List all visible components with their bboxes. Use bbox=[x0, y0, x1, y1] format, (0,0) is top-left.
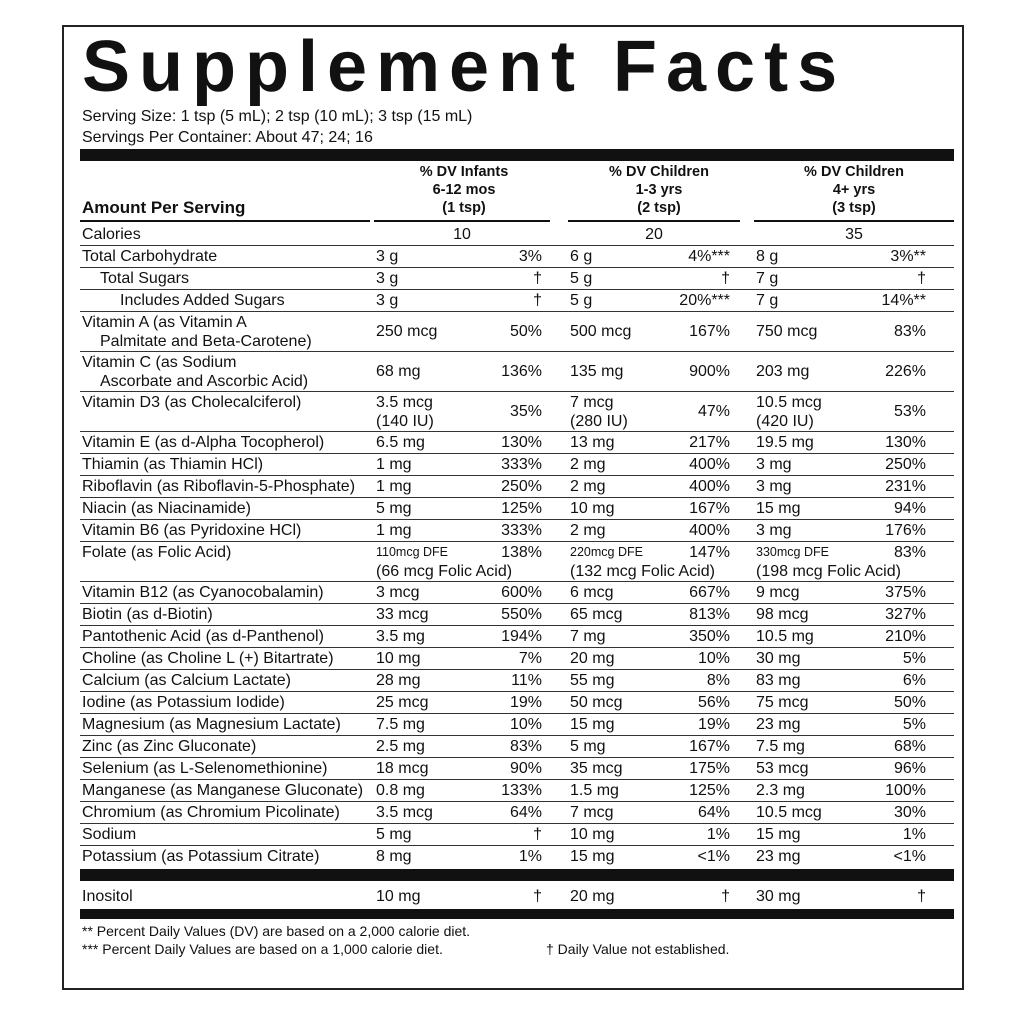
row-label: Total Sugars bbox=[100, 270, 189, 287]
amount-value: 6 mcg bbox=[570, 584, 614, 601]
row-label: Palmitate and Beta-Carotene) bbox=[100, 333, 312, 350]
row-divider bbox=[80, 475, 954, 476]
row-label: Biotin (as d-Biotin) bbox=[82, 606, 213, 623]
amount-value: 53 mcg bbox=[756, 760, 809, 777]
percent-dv: <1% bbox=[697, 848, 730, 865]
row-divider bbox=[80, 391, 954, 392]
row-divider bbox=[80, 801, 954, 802]
amount-value: 68 mg bbox=[376, 363, 421, 380]
row-divider bbox=[80, 669, 954, 670]
percent-dv: 375% bbox=[885, 584, 926, 601]
amount-value: 2 mg bbox=[570, 456, 606, 473]
row-label: Magnesium (as Magnesium Lactate) bbox=[82, 716, 341, 733]
thick-divider-top bbox=[80, 149, 954, 161]
amount-value: 1.5 mg bbox=[570, 782, 619, 799]
percent-dv: 226% bbox=[885, 363, 926, 380]
row-divider bbox=[80, 691, 954, 692]
row-label: Includes Added Sugars bbox=[120, 292, 285, 309]
row-divider bbox=[80, 713, 954, 714]
amount-value: 7.5 mg bbox=[376, 716, 425, 733]
percent-dv: 250% bbox=[501, 478, 542, 495]
amount-value: 2 mg bbox=[570, 478, 606, 495]
amount-value: (140 IU) bbox=[376, 413, 434, 430]
row-label: Choline (as Choline L (+) Bitartrate) bbox=[82, 650, 334, 667]
percent-dv: 64% bbox=[509, 804, 542, 821]
calories-value: 20 bbox=[645, 226, 663, 243]
percent-dv: 550% bbox=[501, 606, 542, 623]
footnote: † Daily Value not established. bbox=[546, 941, 730, 957]
footnote: ** Percent Daily Values (DV) are based on a 2,000 calorie diet. bbox=[82, 923, 471, 939]
percent-dv: 10% bbox=[697, 650, 730, 667]
percent-dv: † bbox=[533, 292, 542, 309]
row-label: Potassium (as Potassium Citrate) bbox=[82, 848, 320, 865]
amount-value: 98 mcg bbox=[756, 606, 809, 623]
percent-dv: 56% bbox=[697, 694, 730, 711]
row-divider bbox=[80, 779, 954, 780]
row-divider bbox=[80, 519, 954, 520]
column-header-children-4plus: % DV Children 4+ yrs (3 tsp) bbox=[804, 164, 904, 216]
row-divider bbox=[80, 311, 954, 312]
percent-dv: 100% bbox=[885, 782, 926, 799]
column-header-rule bbox=[80, 220, 370, 222]
amount-value: (66 mcg Folic Acid) bbox=[376, 563, 513, 580]
amount-value: 50 mcg bbox=[570, 694, 623, 711]
percent-dv: 400% bbox=[689, 522, 730, 539]
row-divider bbox=[80, 245, 954, 246]
row-label: Calories bbox=[82, 226, 141, 243]
serving-size: Serving Size: 1 tsp (5 mL); 2 tsp (10 mL); 3 tsp (15 mL) bbox=[82, 108, 473, 125]
percent-dv: 3% bbox=[518, 248, 542, 265]
amount-value: 5 mg bbox=[376, 826, 412, 843]
amount-value: 3.5 mg bbox=[376, 628, 425, 645]
amount-value: 203 mg bbox=[756, 363, 810, 380]
amount-value: 23 mg bbox=[756, 716, 801, 733]
percent-dv: 130% bbox=[501, 434, 542, 451]
row-label: Zinc (as Zinc Gluconate) bbox=[82, 738, 257, 755]
percent-dv: 333% bbox=[501, 456, 542, 473]
amount-value: 7 mcg bbox=[570, 394, 614, 411]
row-divider bbox=[80, 603, 954, 604]
amount-value: 1 mg bbox=[376, 522, 412, 539]
amount-value: 500 mcg bbox=[570, 323, 632, 340]
percent-dv: 5% bbox=[902, 650, 926, 667]
percent-dv: 83% bbox=[893, 323, 926, 340]
amount-value: 20 mg bbox=[570, 888, 615, 905]
amount-value: 20 mg bbox=[570, 650, 615, 667]
row-label: Sodium bbox=[82, 826, 137, 843]
row-divider bbox=[80, 453, 954, 454]
amount-value: 10.5 mcg bbox=[756, 394, 822, 411]
supplement-facts-panel bbox=[62, 25, 964, 990]
amount-value: 750 mcg bbox=[756, 323, 818, 340]
amount-value: 8 g bbox=[756, 248, 779, 265]
percent-dv: 900% bbox=[689, 363, 730, 380]
percent-dv: 250% bbox=[885, 456, 926, 473]
percent-dv: 19% bbox=[509, 694, 542, 711]
percent-dv: 1% bbox=[706, 826, 730, 843]
thick-divider-middle bbox=[80, 869, 954, 881]
row-label: Vitamin E (as d-Alpha Tocopherol) bbox=[82, 434, 325, 451]
percent-dv: 7% bbox=[518, 650, 542, 667]
percent-dv: 47% bbox=[697, 403, 730, 420]
amount-value: 7 mcg bbox=[570, 804, 614, 821]
percent-dv: † bbox=[917, 888, 926, 905]
percent-dv: 600% bbox=[501, 584, 542, 601]
percent-dv: <1% bbox=[893, 848, 926, 865]
row-label: Niacin (as Niacinamide) bbox=[82, 500, 251, 517]
row-divider bbox=[80, 267, 954, 268]
amount-value: 10 mg bbox=[570, 826, 615, 843]
row-label: Vitamin A (as Vitamin A bbox=[82, 314, 247, 331]
amount-value: 3.5 mcg bbox=[376, 804, 433, 821]
amount-value: 10 mg bbox=[570, 500, 615, 517]
amount-value: 28 mg bbox=[376, 672, 421, 689]
percent-dv: † bbox=[721, 888, 730, 905]
row-label: Inositol bbox=[82, 888, 133, 905]
amount-value: 15 mg bbox=[756, 826, 801, 843]
amount-value: (198 mcg Folic Acid) bbox=[756, 563, 901, 580]
percent-dv: 5% bbox=[902, 716, 926, 733]
row-divider bbox=[80, 735, 954, 736]
percent-dv: 333% bbox=[501, 522, 542, 539]
percent-dv: 30% bbox=[893, 804, 926, 821]
percent-dv: 130% bbox=[885, 434, 926, 451]
row-label: Ascorbate and Ascorbic Acid) bbox=[100, 373, 309, 390]
row-divider bbox=[80, 845, 954, 846]
percent-dv: 11% bbox=[511, 672, 542, 689]
row-label: Folate (as Folic Acid) bbox=[82, 544, 232, 561]
amount-value: 3 mg bbox=[756, 478, 792, 495]
percent-dv: 400% bbox=[689, 456, 730, 473]
thick-divider-bottom bbox=[80, 909, 954, 919]
amount-value: 3 mcg bbox=[376, 584, 420, 601]
percent-dv: 96% bbox=[893, 760, 926, 777]
row-label: Chromium (as Chromium Picolinate) bbox=[82, 804, 340, 821]
percent-dv: † bbox=[533, 270, 542, 287]
percent-dv: † bbox=[721, 270, 730, 287]
row-divider bbox=[80, 431, 954, 432]
row-divider bbox=[80, 541, 954, 542]
row-divider bbox=[80, 289, 954, 290]
percent-dv: † bbox=[533, 888, 542, 905]
amount-value: 2.3 mg bbox=[756, 782, 805, 799]
percent-dv: 176% bbox=[885, 522, 926, 539]
amount-value: 15 mg bbox=[570, 716, 615, 733]
row-divider bbox=[80, 581, 954, 582]
amount-value: 3 g bbox=[376, 270, 399, 287]
amount-value: 2 mg bbox=[570, 522, 606, 539]
percent-dv: 90% bbox=[509, 760, 542, 777]
amount-value: 7 mg bbox=[570, 628, 606, 645]
amount-value: 55 mg bbox=[570, 672, 615, 689]
percent-dv: 138% bbox=[501, 544, 542, 561]
amount-value: (132 mcg Folic Acid) bbox=[570, 563, 715, 580]
amount-value: 7 g bbox=[756, 292, 779, 309]
percent-dv: 217% bbox=[689, 434, 730, 451]
row-label: Manganese (as Manganese Gluconate) bbox=[82, 782, 364, 799]
percent-dv: 133% bbox=[501, 782, 542, 799]
row-divider bbox=[80, 823, 954, 824]
amount-value: 3 g bbox=[376, 248, 399, 265]
percent-dv: 6% bbox=[902, 672, 926, 689]
servings-per-container: Servings Per Container: About 47; 24; 16 bbox=[82, 129, 373, 146]
amount-value: 23 mg bbox=[756, 848, 801, 865]
percent-dv: 194% bbox=[501, 628, 542, 645]
row-label: Vitamin C (as Sodium bbox=[82, 354, 237, 371]
amount-value: 10.5 mg bbox=[756, 628, 814, 645]
amount-value: 7.5 mg bbox=[756, 738, 805, 755]
percent-dv: 20%*** bbox=[679, 292, 730, 309]
amount-value: 33 mcg bbox=[376, 606, 429, 623]
amount-value: 220mcg DFE bbox=[570, 545, 643, 559]
percent-dv: † bbox=[533, 826, 542, 843]
column-header-rule bbox=[754, 220, 954, 222]
percent-dv: 83% bbox=[893, 544, 926, 561]
percent-dv: 210% bbox=[885, 628, 926, 645]
percent-dv: 147% bbox=[689, 544, 730, 561]
percent-dv: 50% bbox=[509, 323, 542, 340]
amount-value: 10 mg bbox=[376, 888, 421, 905]
amount-value: 15 mg bbox=[756, 500, 801, 517]
amount-value: 35 mcg bbox=[570, 760, 623, 777]
row-label: Selenium (as L-Selenomethionine) bbox=[82, 760, 328, 777]
percent-dv: 83% bbox=[509, 738, 542, 755]
percent-dv: 327% bbox=[885, 606, 926, 623]
panel-title: Supplement Facts bbox=[82, 27, 847, 107]
row-label: Pantothenic Acid (as d-Panthenol) bbox=[82, 628, 324, 645]
percent-dv: 1% bbox=[518, 848, 542, 865]
column-header-rule bbox=[568, 220, 740, 222]
percent-dv: 10% bbox=[509, 716, 542, 733]
percent-dv: 175% bbox=[689, 760, 730, 777]
row-label: Riboflavin (as Riboflavin-5-Phosphate) bbox=[82, 478, 356, 495]
amount-value: 2.5 mg bbox=[376, 738, 425, 755]
column-header-rule bbox=[374, 220, 550, 222]
amount-value: 65 mcg bbox=[570, 606, 623, 623]
percent-dv: 136% bbox=[501, 363, 542, 380]
column-header-children-1-3: % DV Children 1-3 yrs (2 tsp) bbox=[609, 164, 709, 216]
row-label: Thiamin (as Thiamin HCl) bbox=[82, 456, 264, 473]
amount-value: 330mcg DFE bbox=[756, 545, 829, 559]
amount-value: 30 mg bbox=[756, 888, 801, 905]
amount-value: 83 mg bbox=[756, 672, 801, 689]
amount-value: 18 mcg bbox=[376, 760, 429, 777]
percent-dv: 667% bbox=[689, 584, 730, 601]
amount-value: 3 g bbox=[376, 292, 399, 309]
row-label: Vitamin B6 (as Pyridoxine HCl) bbox=[82, 522, 302, 539]
amount-value: 5 g bbox=[570, 292, 593, 309]
amount-value: 3.5 mcg bbox=[376, 394, 433, 411]
amount-value: 8 mg bbox=[376, 848, 412, 865]
amount-value: 9 mcg bbox=[756, 584, 800, 601]
percent-dv: 1% bbox=[902, 826, 926, 843]
column-header-infants: % DV Infants 6-12 mos (1 tsp) bbox=[419, 164, 509, 216]
calories-value: 35 bbox=[845, 226, 863, 243]
percent-dv: 231% bbox=[885, 478, 926, 495]
row-label: Total Carbohydrate bbox=[82, 248, 218, 265]
percent-dv: 64% bbox=[697, 804, 730, 821]
amount-value: 110mcg DFE bbox=[376, 545, 449, 559]
amount-value: 15 mg bbox=[570, 848, 615, 865]
amount-value: 0.8 mg bbox=[376, 782, 425, 799]
amount-value: 5 g bbox=[570, 270, 593, 287]
percent-dv: 167% bbox=[689, 738, 730, 755]
amount-value: 6 g bbox=[570, 248, 593, 265]
percent-dv: 167% bbox=[689, 500, 730, 517]
percent-dv: 35% bbox=[509, 403, 542, 420]
percent-dv: † bbox=[917, 270, 926, 287]
percent-dv: 53% bbox=[893, 403, 926, 420]
amount-value: (280 IU) bbox=[570, 413, 628, 430]
amount-value: 30 mg bbox=[756, 650, 801, 667]
amount-value: 1 mg bbox=[376, 456, 412, 473]
amount-value: 3 mg bbox=[756, 522, 792, 539]
amount-value: 3 mg bbox=[756, 456, 792, 473]
percent-dv: 68% bbox=[893, 738, 926, 755]
percent-dv: 19% bbox=[697, 716, 730, 733]
percent-dv: 4%*** bbox=[688, 248, 730, 265]
amount-value: 5 mg bbox=[570, 738, 606, 755]
amount-value: 5 mg bbox=[376, 500, 412, 517]
percent-dv: 3%** bbox=[890, 248, 926, 265]
amount-value: 250 mcg bbox=[376, 323, 438, 340]
row-divider bbox=[80, 351, 954, 352]
amount-value: 1 mg bbox=[376, 478, 412, 495]
amount-value: 135 mg bbox=[570, 363, 624, 380]
row-label: Iodine (as Potassium Iodide) bbox=[82, 694, 285, 711]
row-label: Vitamin B12 (as Cyanocobalamin) bbox=[82, 584, 324, 601]
row-label: Vitamin D3 (as Cholecalciferol) bbox=[82, 394, 302, 411]
amount-value: 25 mcg bbox=[376, 694, 429, 711]
amount-value: 75 mcg bbox=[756, 694, 809, 711]
percent-dv: 350% bbox=[689, 628, 730, 645]
amount-per-serving-header: Amount Per Serving bbox=[82, 198, 246, 217]
percent-dv: 14%** bbox=[881, 292, 926, 309]
row-label: Calcium (as Calcium Lactate) bbox=[82, 672, 291, 689]
amount-value: 10 mg bbox=[376, 650, 421, 667]
percent-dv: 813% bbox=[689, 606, 730, 623]
row-divider bbox=[80, 625, 954, 626]
row-divider bbox=[80, 757, 954, 758]
row-divider bbox=[80, 647, 954, 648]
percent-dv: 125% bbox=[501, 500, 542, 517]
amount-value: 13 mg bbox=[570, 434, 615, 451]
percent-dv: 125% bbox=[689, 782, 730, 799]
percent-dv: 50% bbox=[893, 694, 926, 711]
percent-dv: 400% bbox=[689, 478, 730, 495]
percent-dv: 94% bbox=[893, 500, 926, 517]
amount-value: 19.5 mg bbox=[756, 434, 814, 451]
percent-dv: 167% bbox=[689, 323, 730, 340]
footnote: *** Percent Daily Values are based on a 1,000 calorie diet. bbox=[82, 941, 443, 957]
row-divider bbox=[80, 497, 954, 498]
calories-value: 10 bbox=[453, 226, 471, 243]
amount-value: (420 IU) bbox=[756, 413, 814, 430]
amount-value: 6.5 mg bbox=[376, 434, 425, 451]
amount-value: 7 g bbox=[756, 270, 779, 287]
amount-value: 10.5 mcg bbox=[756, 804, 822, 821]
percent-dv: 8% bbox=[706, 672, 730, 689]
